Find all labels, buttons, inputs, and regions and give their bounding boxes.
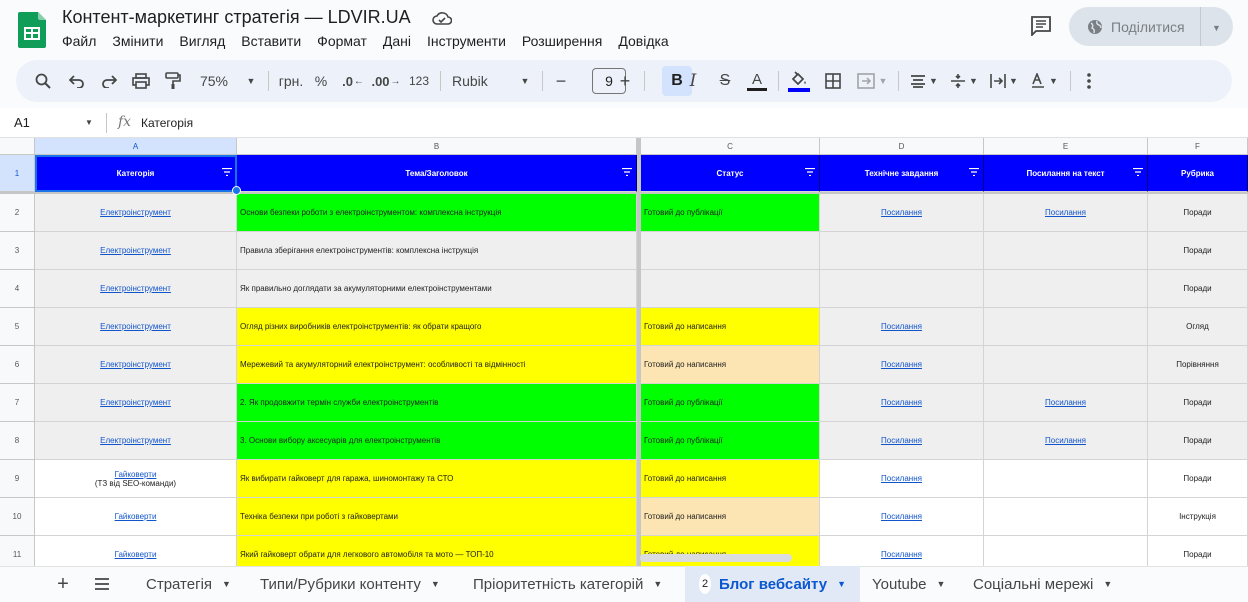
cell-title[interactable]: [237, 232, 637, 270]
title-text: 2. Як продовжити термін служби електроінструментів: [240, 398, 439, 407]
tz-link[interactable]: Посилання: [881, 512, 922, 521]
cell-tz[interactable]: [820, 498, 984, 536]
header-cell-title[interactable]: [237, 155, 637, 192]
cell-category[interactable]: [35, 346, 237, 384]
header-cell-link[interactable]: [984, 155, 1148, 192]
column-header-f[interactable]: F: [1148, 138, 1248, 155]
name-box-dropdown-icon[interactable]: ▼: [85, 118, 93, 127]
text-rotation-icon[interactable]: ▼: [1026, 60, 1062, 102]
share-dropdown-icon[interactable]: ▼: [1212, 23, 1221, 33]
column-header-e[interactable]: E: [984, 138, 1148, 155]
cell-rubric[interactable]: [1148, 422, 1248, 460]
share-label: Поділитися: [1111, 18, 1185, 35]
italic-button[interactable]: I: [689, 71, 697, 91]
rubric-text: Поради: [1183, 208, 1212, 217]
format-percent-button[interactable]: %: [314, 73, 328, 89]
tz-link[interactable]: Посилання: [881, 322, 922, 331]
zoom-dropdown-icon[interactable]: ▼: [246, 76, 256, 86]
cell-link[interactable]: [984, 384, 1148, 422]
title-text: Як вибирати гайковерт для гаража, шиномонтажу та СТО: [240, 474, 454, 483]
cell-status[interactable]: [641, 498, 820, 536]
category-link[interactable]: Гайковерти: [114, 469, 157, 479]
cell-status[interactable]: [641, 460, 820, 498]
title-text: Як правильно доглядати за акумуляторними електроінструментами: [240, 284, 492, 293]
cell-link[interactable]: [984, 498, 1148, 536]
paint-format-icon[interactable]: [160, 60, 186, 102]
cell-category[interactable]: [35, 422, 237, 460]
number-format-button[interactable]: 123: [408, 74, 430, 88]
header-cell-rubric[interactable]: [1148, 155, 1248, 192]
undo-icon[interactable]: [64, 60, 90, 102]
title-text: Який гайковерт обрати для легкового автомобіля та мото — ТОП-10: [240, 550, 494, 559]
title-text: Огляд різних виробників електроінструментів: як обрати кращого: [240, 322, 482, 331]
bold-button[interactable]: B: [662, 66, 692, 96]
cell-link[interactable]: [984, 232, 1148, 270]
rubric-text: Поради: [1183, 474, 1212, 483]
sheet-tab-label: Пріоритетність категорій: [473, 575, 644, 593]
arrow-right-icon: →: [390, 75, 401, 87]
column-header-b[interactable]: B: [237, 138, 637, 155]
row-header[interactable]: 10: [0, 498, 35, 536]
cell-title[interactable]: [237, 346, 637, 384]
cell-title[interactable]: [237, 194, 637, 232]
cell-rubric[interactable]: [1148, 270, 1248, 308]
rubric-text: Порівняння: [1176, 360, 1219, 369]
header-cell-label: Рубрика: [1181, 168, 1214, 178]
cell-rubric[interactable]: [1148, 308, 1248, 346]
header-cell-label: Статус: [716, 168, 744, 178]
status-text: Готовий до написання: [644, 512, 727, 521]
formula-input[interactable]: Категорія: [141, 116, 194, 130]
comment-icon[interactable]: [1030, 16, 1052, 36]
fill-color-swatch: [788, 88, 810, 92]
rubric-text: Поради: [1183, 398, 1212, 407]
menu-tools[interactable]: Інструменти: [427, 33, 506, 49]
filter-icon[interactable]: [1133, 168, 1143, 176]
cell-rubric[interactable]: [1148, 346, 1248, 384]
sheet-tab-label: Блог вебсайту: [719, 575, 828, 593]
tz-link[interactable]: Посилання: [881, 474, 922, 483]
fill-color-button[interactable]: [786, 60, 812, 102]
cell-category[interactable]: [35, 536, 237, 566]
header-cell-label: Категорія: [116, 168, 155, 178]
frozen-row-divider[interactable]: [0, 192, 1248, 194]
cell-tz[interactable]: [820, 308, 984, 346]
cell-rubric[interactable]: [1148, 498, 1248, 536]
column-header-a[interactable]: A: [35, 138, 237, 155]
cell-title[interactable]: [237, 270, 637, 308]
sheet-tab-youtube[interactable]: Youtube ▼: [872, 575, 946, 593]
cell-tz[interactable]: [820, 460, 984, 498]
cell-rubric[interactable]: [1148, 384, 1248, 422]
sheet-tab-label: Соціальні мережі: [973, 575, 1094, 593]
cell-category[interactable]: [35, 232, 237, 270]
sheet-tab-label: Типи/Рубрики контенту: [260, 575, 421, 593]
cell-status[interactable]: [641, 346, 820, 384]
format-currency-button[interactable]: грн.: [278, 73, 304, 89]
text-link[interactable]: Посилання: [1045, 398, 1086, 407]
row-header[interactable]: 7: [0, 384, 35, 422]
status-text: Готовий до написання: [644, 474, 727, 483]
sheet-tab-badge: 2: [699, 574, 711, 594]
menu-view[interactable]: Вигляд: [179, 33, 226, 49]
cell-rubric[interactable]: [1148, 232, 1248, 270]
menu-extensions[interactable]: Розширення: [521, 33, 603, 49]
column-header-c[interactable]: C: [641, 138, 820, 155]
title-text: 3. Основи вибору аксесуарів для електроінструментів: [240, 436, 441, 445]
document-title[interactable]: Контент-маркетинг стратегія — LDVIR.UA: [62, 7, 411, 27]
cell-link[interactable]: [984, 194, 1148, 232]
category-note: (ТЗ від SEO-команди): [94, 478, 177, 488]
header-cell-label: Посилання на текст: [1026, 168, 1105, 178]
sheet-tab-label: Стратегія: [146, 575, 213, 593]
tz-link[interactable]: Посилання: [881, 436, 922, 445]
menu-insert[interactable]: Вставити: [241, 33, 302, 49]
font-dropdown-icon[interactable]: ▼: [520, 76, 530, 86]
row-header[interactable]: 6: [0, 346, 35, 384]
menu-edit[interactable]: Змінити: [112, 33, 164, 49]
cell-link[interactable]: [984, 422, 1148, 460]
rubric-text: Поради: [1183, 550, 1212, 559]
sheet-tab-social-media[interactable]: Соціальні мережі ▼: [973, 575, 1113, 593]
font-size-input[interactable]: 9: [592, 68, 626, 94]
cell-title[interactable]: [237, 498, 637, 536]
text-link[interactable]: Посилання: [1045, 436, 1086, 445]
cell-title[interactable]: [237, 536, 637, 566]
category-link[interactable]: Електроінструмент: [100, 246, 171, 255]
category-link[interactable]: Електроінструмент: [100, 284, 171, 293]
cell-tz[interactable]: [820, 194, 984, 232]
cell-tz[interactable]: [820, 346, 984, 384]
cell-tz[interactable]: [820, 270, 984, 308]
frozen-column-divider[interactable]: [637, 138, 641, 566]
increase-font-size-icon[interactable]: +: [619, 70, 631, 91]
decrease-decimal-label: .0: [342, 73, 353, 89]
sheet-tab-website-blog[interactable]: 2 Блог вебсайту ▼: [685, 566, 860, 602]
paint-bucket-icon: [790, 71, 808, 87]
sheet-tab-category-priority[interactable]: Пріоритетність категорій ▼: [473, 575, 663, 593]
cell-link[interactable]: [984, 460, 1148, 498]
menu-help[interactable]: Довідка: [618, 33, 669, 49]
borders-icon[interactable]: [820, 60, 846, 102]
category-link[interactable]: Електроінструмент: [100, 436, 171, 445]
text-color-swatch: [747, 88, 767, 91]
row-header[interactable]: 1: [0, 155, 35, 192]
header-cell-category[interactable]: [35, 155, 237, 192]
tz-link[interactable]: Посилання: [881, 398, 922, 407]
search-menus-icon[interactable]: [30, 60, 56, 102]
filter-icon[interactable]: [805, 168, 815, 176]
increase-decimal-label: .00: [371, 73, 390, 89]
cell-status[interactable]: [641, 194, 820, 232]
cell-rubric[interactable]: [1148, 194, 1248, 232]
cell-link[interactable]: [984, 536, 1148, 566]
cell-status[interactable]: [641, 384, 820, 422]
name-box[interactable]: A1: [14, 115, 30, 130]
rubric-text: Поради: [1183, 436, 1212, 445]
arrow-left-icon: ←: [353, 75, 364, 87]
cell-title[interactable]: [237, 422, 637, 460]
cell-category[interactable]: [35, 194, 237, 232]
status-text: Готовий до публікації: [644, 208, 723, 217]
status-text: Готовий до написання: [644, 322, 727, 331]
more-options-icon[interactable]: [1078, 60, 1100, 102]
increase-decimal-button[interactable]: [370, 60, 402, 102]
category-link[interactable]: Гайковерти: [114, 550, 157, 559]
redo-icon[interactable]: [96, 60, 122, 102]
cell-category[interactable]: [35, 384, 237, 422]
globe-icon: [1087, 19, 1103, 35]
row-header[interactable]: 3: [0, 232, 35, 270]
cell-status[interactable]: [641, 308, 820, 346]
cell-category[interactable]: [35, 498, 237, 536]
toolbar: [16, 60, 1232, 102]
horizontal-align-icon[interactable]: ▼: [906, 60, 942, 102]
tz-link[interactable]: Посилання: [881, 360, 922, 369]
column-header-d[interactable]: D: [820, 138, 984, 155]
status-text: Готовий до публікації: [644, 436, 723, 445]
cell-status[interactable]: [641, 232, 820, 270]
cell-status[interactable]: [641, 270, 820, 308]
menu-file[interactable]: Файл: [62, 33, 97, 49]
filter-icon[interactable]: [622, 168, 632, 176]
category-link[interactable]: Гайковерти: [114, 512, 157, 521]
rubric-text: Огляд: [1186, 322, 1209, 331]
cell-tz[interactable]: [820, 536, 984, 566]
strikethrough-button[interactable]: S: [719, 72, 731, 89]
tz-link[interactable]: Посилання: [881, 208, 922, 217]
category-link[interactable]: Електроінструмент: [100, 360, 171, 369]
cloud-saved-icon[interactable]: [432, 10, 452, 26]
text-color-label: A: [751, 70, 762, 88]
menu-data[interactable]: Дані: [382, 33, 412, 49]
rubric-text: Поради: [1183, 284, 1212, 293]
vertical-align-icon[interactable]: ▼: [946, 60, 982, 102]
status-text: Готовий до написання: [644, 360, 727, 369]
select-all-corner[interactable]: [0, 138, 35, 155]
cell-category[interactable]: [35, 308, 237, 346]
cell-status[interactable]: [641, 422, 820, 460]
title-text: Мережевий та акумуляторний електроінструмент: особливості та відмінності: [240, 360, 526, 369]
cell-tz[interactable]: [820, 422, 984, 460]
spreadsheet-grid[interactable]: [0, 138, 1248, 566]
category-link[interactable]: Електроінструмент: [100, 322, 171, 331]
filter-icon[interactable]: [222, 168, 232, 176]
fill-handle[interactable]: [232, 186, 241, 195]
sheet-tab-label: Youtube: [872, 575, 927, 593]
header-cell-tz[interactable]: [820, 155, 984, 192]
function-icon: fx: [118, 114, 132, 130]
zoom-select[interactable]: 75%: [199, 73, 229, 89]
title-text: Основи безпеки роботи з електроінструментом: комплексна інструкція: [240, 208, 502, 217]
row-header[interactable]: 11: [0, 536, 35, 566]
row-header[interactable]: 8: [0, 422, 35, 460]
cell-rubric[interactable]: [1148, 536, 1248, 566]
all-sheets-icon[interactable]: [92, 566, 112, 602]
sheets-logo-icon[interactable]: [18, 12, 48, 48]
status-text: Готовий до публікації: [644, 398, 723, 407]
cell-title[interactable]: [237, 384, 637, 422]
cell-tz[interactable]: [820, 384, 984, 422]
sheet-tab-content-types[interactable]: Типи/Рубрики контенту ▼: [260, 575, 440, 593]
title-text: Правила зберігання електроінструментів: комплексна інструкція: [240, 246, 479, 255]
cell-title[interactable]: [237, 460, 637, 498]
sheet-tab-strategy[interactable]: Стратегія ▼: [146, 575, 231, 593]
category-link[interactable]: Електроінструмент: [100, 208, 171, 217]
decrease-decimal-button[interactable]: [340, 60, 366, 102]
menu-format[interactable]: Формат: [317, 33, 367, 49]
cell-category[interactable]: [35, 460, 237, 498]
cell-link[interactable]: [984, 308, 1148, 346]
header-cell-label: Тема/Заголовок: [405, 168, 468, 178]
add-sheet-icon[interactable]: +: [57, 572, 69, 595]
rubric-text: Інструкція: [1179, 512, 1216, 521]
filter-icon[interactable]: [969, 168, 979, 176]
row-header[interactable]: 2: [0, 194, 35, 232]
text-wrapping-icon[interactable]: ▼: [986, 60, 1022, 102]
title-text: Техніка безпеки при роботі з гайковертами: [240, 512, 399, 521]
cell-link[interactable]: [984, 270, 1148, 308]
tz-link[interactable]: Посилання: [881, 550, 922, 559]
header-cell-status[interactable]: [641, 155, 820, 192]
text-link[interactable]: Посилання: [1045, 208, 1086, 217]
rubric-text: Поради: [1183, 246, 1212, 255]
row-header[interactable]: 9: [0, 460, 35, 498]
font-family-select[interactable]: Rubik: [452, 73, 488, 89]
cell-rubric[interactable]: [1148, 460, 1248, 498]
text-color-button[interactable]: [746, 60, 768, 102]
category-link[interactable]: Електроінструмент: [100, 398, 171, 407]
menu-bar: [62, 33, 685, 49]
print-icon[interactable]: [128, 60, 154, 102]
cell-link[interactable]: [984, 346, 1148, 384]
merge-cells-icon[interactable]: ▼: [852, 60, 892, 102]
cell-tz[interactable]: [820, 232, 984, 270]
row-header[interactable]: 4: [0, 270, 35, 308]
decrease-font-size-icon[interactable]: −: [555, 70, 567, 91]
cell-category[interactable]: [35, 270, 237, 308]
cell-title[interactable]: [237, 308, 637, 346]
horizontal-scrollbar[interactable]: [640, 554, 792, 562]
share-button[interactable]: [1069, 7, 1233, 46]
row-header[interactable]: 5: [0, 308, 35, 346]
header-cell-label: Технічне завдання: [864, 168, 939, 178]
